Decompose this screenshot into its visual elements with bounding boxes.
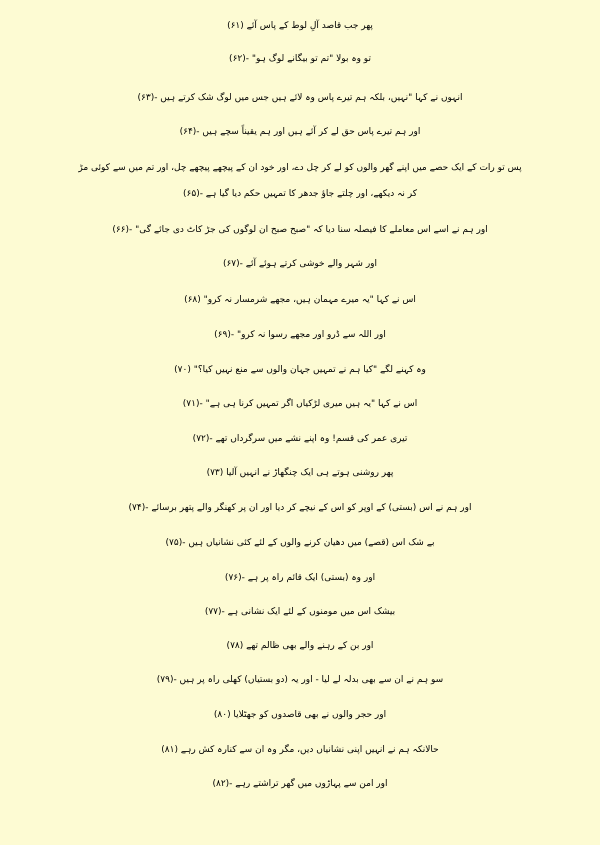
verse-line: اور وہ (بستی) ایک قائم راہ پر ہے -(۷۶) (224, 573, 376, 583)
verse-line: اور شہر والے خوشی کرتے ہوئے آئے -(۶۷) (222, 259, 378, 269)
verse-line: اس نے کہا "یہ میرے مہمان ہیں، مجھے شرمسار نہ کرو" (۶۸) (184, 295, 416, 305)
verse-line: اور بن کے رہنے والے بھی ظالم تھے (۷۸) (226, 641, 374, 651)
verse-line: حالانکہ ہم نے انہیں اپنی نشانیاں دیں، مگر وہ ان سے کنارہ کش رہے (۸۱) (161, 745, 439, 755)
verse-line: بے شک اس (قصے) میں دھیان کرنے والوں کے لئے کئی نشانیاں ہیں -(۷۵) (165, 538, 435, 548)
verse-line: تو وہ بولا "تم تو بیگانے لوگ ہو" -(۶۲) (229, 54, 371, 64)
verse-line: پھر روشنی ہوتے ہی ایک چنگھاڑ نے انہیں آلیا (۷۳) (206, 468, 394, 478)
verse-line: بیشک اس میں مومنوں کے لئے ایک نشانی ہے -(۷۷) (204, 607, 396, 617)
verse-line: اور اللہ سے ڈرو اور مجھے رسوا نہ کرو" -(۶۹) (214, 330, 386, 340)
verse-line: اور امن سے پہاڑوں میں گھر تراشتے رہے -(۸۲) (212, 779, 388, 789)
verse-line: کر نہ دیکھے، اور چلتے جاؤ جدھر کا تمہیں حکم دیا گیا ہے -(۶۵) (183, 189, 417, 199)
verse-line: پھر جب قاصد آلِ لوط کے پاس آئے (۶۱) (227, 21, 373, 31)
verse-line: اور ہم نے اس (بستی) کے اوپر کو اس کے نیچے کر دیا اور ان پر کھنگر والے پتھر برسائے -(۷۴) (128, 503, 472, 513)
verse-line: سو ہم نے ان سے بھی بدلہ لے لیا - اور یہ (دو بستیاں) کھلی راہ پر ہیں -(۷۹) (156, 675, 444, 685)
verse-line: پس تو رات کے ایک حصے میں اپنے گھر والوں کو لے کر چل دے، اور خود ان کے پیچھے پیچھے چل، اور تم میں سے کوئی مڑ (78, 163, 522, 173)
verse-line: اور ہم تیرے پاس حق لے کر آئے ہیں اور ہم یقیناً سچے ہیں -(۶۴) (179, 127, 421, 137)
verse-line: انہوں نے کہا "نہیں، بلکہ ہم تیرے پاس وہ لائے ہیں جس میں لوگ شک کرتے ہیں -(۶۳) (137, 93, 463, 103)
verse-line: اس نے کہا "یہ ہیں میری لڑکیاں اگر تمہیں کرنا ہی ہے" -(۷۱) (182, 399, 418, 409)
verse-line: اور ہم نے اسے اس معاملے کا فیصلہ سنا دیا کہ "صبح صبح ان لوگوں کی جڑ کاٹ دی جائے گی" -(۶۶) (112, 225, 488, 235)
verse-line: اور حجر والوں نے بھی قاصدوں کو جھٹلایا (۸۰) (213, 710, 387, 720)
verse-line: وہ کہنے لگے "کیا ہم نے تمہیں جہان والوں سے منع نہیں کیا؟" (۷۰) (174, 365, 426, 375)
verse-line: تیری عمر کی قسم! وہ اپنے نشے میں سرگرداں تھے -(۷۲) (192, 434, 408, 444)
